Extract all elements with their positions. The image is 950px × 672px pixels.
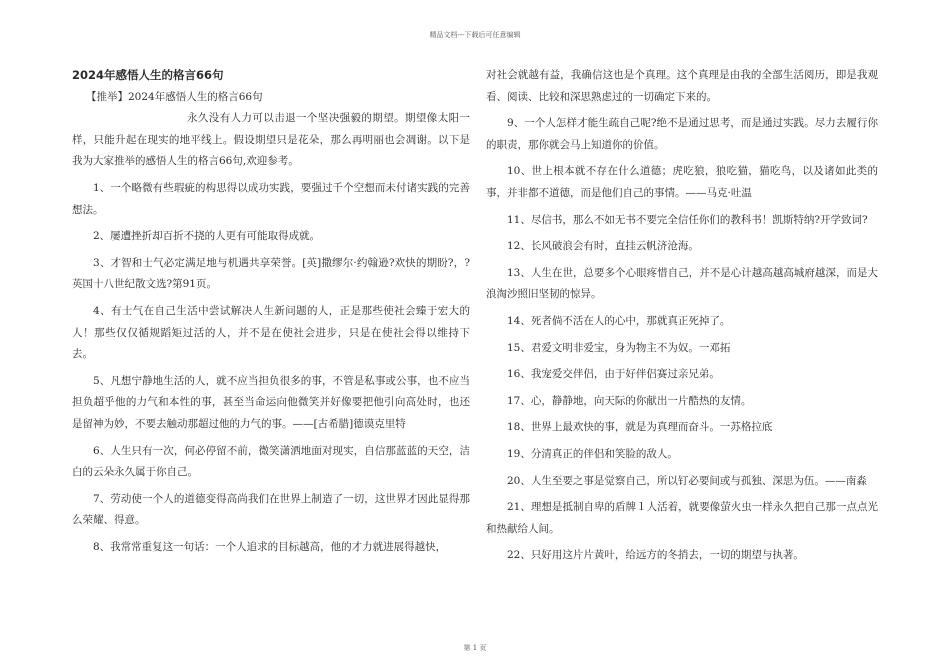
paragraph: 14、死者倘不活在人的心中，那就真正死掉了。 — [507, 314, 731, 327]
paragraph: 12、长风破浪会有时，直挂云帆济沧海。 — [507, 240, 699, 253]
paragraph: 19、分清真正的伴侣和笑脸的敌人。 — [507, 447, 678, 460]
page-number: 第 1 页 — [463, 644, 487, 652]
paragraph: 13、人生在世，总要多个心眼疼惜自己，并不是心计越高越高城府越深，而是大浪淘沙照旧坚韧的惊异。 — [486, 266, 878, 301]
right-column — [486, 65, 878, 567]
paragraph: 18、世界上最欢快的事，就是为真理而奋斗。一苏格拉底 — [507, 421, 773, 434]
recommend-line: 【推举】2024年感悟人生的格言66句 — [86, 90, 263, 103]
paragraph: 3、才智和士气必定满足地与机遇共享荣誉。[英]撒缪尔·约翰逊?欢快的期盼?，?英国十八世纪散文选?第91页。 — [72, 256, 470, 291]
paragraph: 22、只好用这片片黄叶，给远方的冬捎去，一切的期望与执著。 — [507, 549, 804, 562]
article-title: 2024年感悟人生的格言66句 — [72, 68, 224, 82]
paragraph: 2、屡遭挫折却百折不挠的人更有可能取得成就。 — [93, 230, 321, 243]
paragraph: 10、世上根本就不存在什么道德；虎吃狼，狼吃猫，猫吃鸟，以及诸如此类的事，并非都不道德，而是他们自己的事情。——马克·吐温 — [486, 165, 878, 199]
paragraph: 21、理想是抵制自卑的盾牌１人活着，就要像萤火虫一样永久把自己那一点点光和热献给人间。 — [486, 501, 878, 535]
page-header-note: 精品文档---下载后可任意编辑 — [429, 31, 521, 39]
paragraph: 1、一个略微有些瑕疵的构思得以成功实践，要强过千个空想而未付诸实践的完善想法。 — [72, 181, 470, 216]
paragraph: 16、我宠爱交伴侣，由于好伴侣赛过亲兄弟。 — [507, 368, 720, 381]
paragraph: 9、一个人怎样才能生疏自己呢?绝不是通过思考，而是通过实践。尽力去履行你的职责，那你就会马上知道你的价值。 — [486, 117, 878, 151]
left-column — [72, 65, 470, 558]
paragraph: 8、我常常重复这一句话：一个人追求的目标越高，他的才力就进展得越快， — [93, 540, 447, 553]
paragraph: 5、凡想宁静地生活的人，就不应当担负很多的事，不管是私事或公事，也不应当担负超乎他的力气和本性的事，甚至当命运向他微笑并好像要把他引向高处时，也还是留神为妙，不要去触动那超过他的力气的事。——[古希腊]德谟克里特 — [72, 374, 470, 430]
paragraph: 6、人生只有一次，何必停留不前，微笑潇洒地面对现实，自信那蓝蓝的天空，洁白的云朵永久属于你自己。 — [72, 444, 470, 479]
paragraph: 4、有士气在自己生活中尝试解决人生新问题的人，正是那些使社会臻于宏大的人！那些仅仅循规蹈矩过活的人，并不是在使社会进步，只是在使社会得以维持下去。 — [72, 304, 470, 361]
intro-paragraph: 永久没有人力可以击退一个坚决强毅的期望。期望像太阳一样，只能升起在现实的地平线上。假设期望只是花朵，那么再明丽也会凋谢。以下是我为大家推举的感悟人生的格言66句,欢迎参考。 — [72, 112, 470, 168]
paragraph: 11、尽信书，那么不如无书不要完全信任你们的教科书！凯斯特纳?开学致词? — [507, 213, 868, 226]
paragraph: 17、心，静静地，向天际的你献出一片酷热的友情。 — [507, 394, 752, 407]
continued-paragraph: 对社会就越有益，我确信这也是个真理。这个真理是由我的全部生活阅历，即是我观看、阅读、比较和深思熟虑过的一切确定下来的。 — [486, 69, 878, 103]
paragraph: 15、君爱文明非爱宝，身为物主不为奴。一邓拓 — [507, 341, 731, 354]
paragraph: 7、劳动使一个人的道德变得高尚我们在世界上制造了一切，这世界才因此显得那么荣耀、得意。 — [72, 492, 470, 527]
paragraph: 20、人生至要之事是觉察自己，所以钉必要间或与孤独、深思为伍。——南淼 — [507, 474, 867, 487]
